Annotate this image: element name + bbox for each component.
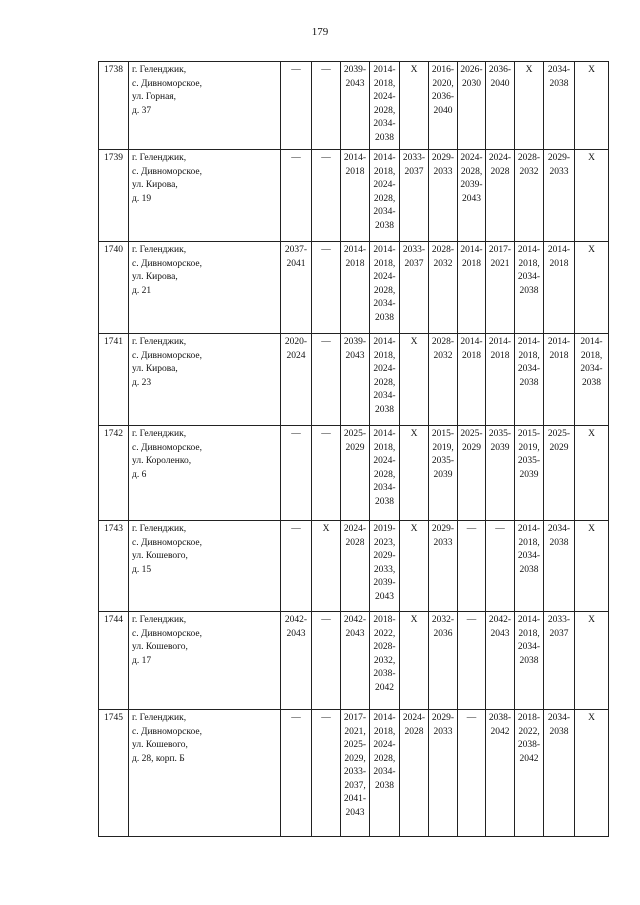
address-cell: г. Геленджик, с. Дивноморское, ул. Короленко, д. 6 [129,426,281,521]
period-cell: 2014- 2018 [544,242,575,334]
period-cell: — [281,426,312,521]
period-cell: 2014- 2018, 2024- 2028, 2034- 2038 [370,426,400,521]
period-cell: — [312,242,341,334]
period-cell: Х [575,612,609,710]
address-cell: г. Геленджик, с. Дивноморское, ул. Кошевого, д. 17 [129,612,281,710]
period-cell: 2036- 2040 [486,62,515,150]
table-row [99,710,609,837]
period-cell: Х [400,521,429,612]
address-cell: г. Геленджик, с. Дивноморское, ул. Горная, д. 37 [129,62,281,150]
period-cell: Х [400,612,429,710]
period-cell: 2028- 2032 [515,150,544,242]
period-cell: 2026- 2030 [458,62,486,150]
period-cell: 2014- 2018, 2034- 2038 [515,521,544,612]
table-row [99,612,609,710]
period-cell: 2017- 2021 [486,242,515,334]
period-cell: 2020- 2024 [281,334,312,426]
period-cell: 2042- 2043 [341,612,370,710]
period-cell: 2024- 2028 [400,710,429,837]
period-cell: 2025- 2029 [544,426,575,521]
period-cell: 2029- 2033 [429,150,458,242]
period-cell: 2014- 2018 [458,334,486,426]
period-cell: Х [575,710,609,837]
registry-table [98,61,609,837]
period-cell: 2014- 2018, 2034- 2038 [575,334,609,426]
address-cell: г. Геленджик, с. Дивноморское, ул. Кошевого, д. 15 [129,521,281,612]
period-cell: 2019- 2023, 2029- 2033, 2039- 2043 [370,521,400,612]
row-number: 1739 [99,150,129,242]
period-cell: 2014- 2018, 2024- 2028, 2034- 2038 [370,710,400,837]
period-cell: 2016- 2020, 2036- 2040 [429,62,458,150]
period-cell: 2042- 2043 [486,612,515,710]
period-cell: — [458,710,486,837]
period-cell: Х [575,150,609,242]
period-cell: 2035- 2039 [486,426,515,521]
row-number: 1738 [99,62,129,150]
period-cell: 2032- 2036 [429,612,458,710]
period-cell: Х [575,521,609,612]
period-cell: 2034- 2038 [544,521,575,612]
period-cell: — [312,150,341,242]
table-row [99,426,609,521]
period-cell: 2014- 2018, 2024- 2028, 2034- 2038 [370,62,400,150]
period-cell: 2014- 2018 [341,150,370,242]
period-cell: — [312,612,341,710]
period-cell: 2029- 2033 [544,150,575,242]
page-number: 179 [311,26,329,38]
period-cell: Х [312,521,341,612]
period-cell: — [486,521,515,612]
period-cell: 2039- 2043 [341,62,370,150]
period-cell: 2033- 2037 [400,242,429,334]
registry-table-body [99,62,609,837]
period-cell: 2024- 2028 [341,521,370,612]
period-cell: 2018- 2022, 2038- 2042 [515,710,544,837]
period-cell: 2014- 2018, 2024- 2028, 2034- 2038 [370,242,400,334]
period-cell: 2014- 2018 [486,334,515,426]
table-row [99,334,609,426]
period-cell: 2024- 2028 [486,150,515,242]
period-cell: 2042- 2043 [281,612,312,710]
address-cell: г. Геленджик, с. Дивноморское, ул. Кирова, д. 21 [129,242,281,334]
period-cell: 2017- 2021, 2025- 2029, 2033- 2037, 2041- 2043 [341,710,370,837]
period-cell: 2014- 2018, 2024- 2028, 2034- 2038 [370,334,400,426]
address-cell: г. Геленджик, с. Дивноморское, ул. Кирова, д. 19 [129,150,281,242]
period-cell: 2014- 2018, 2034- 2038 [515,242,544,334]
period-cell: 2024- 2028, 2039- 2043 [458,150,486,242]
period-cell: 2014- 2018 [458,242,486,334]
row-number: 1744 [99,612,129,710]
period-cell: 2039- 2043 [341,334,370,426]
period-cell: 2015- 2019, 2035- 2039 [429,426,458,521]
period-cell: 2028- 2032 [429,242,458,334]
period-cell: — [458,521,486,612]
row-number: 1741 [99,334,129,426]
period-cell: 2038- 2042 [486,710,515,837]
table-row [99,62,609,150]
period-cell: Х [575,426,609,521]
period-cell: 2029- 2033 [429,710,458,837]
period-cell: — [458,612,486,710]
period-cell: Х [515,62,544,150]
period-cell: 2025- 2029 [458,426,486,521]
address-cell: г. Геленджик, с. Дивноморское, ул. Кирова, д. 23 [129,334,281,426]
period-cell: — [281,521,312,612]
period-cell: 2034- 2038 [544,710,575,837]
period-cell: 2028- 2032 [429,334,458,426]
period-cell: — [312,334,341,426]
period-cell: — [312,62,341,150]
table-row [99,242,609,334]
period-cell: — [312,710,341,837]
period-cell: 2014- 2018 [341,242,370,334]
period-cell: 2014- 2018 [544,334,575,426]
period-cell: Х [575,242,609,334]
period-cell: 2033- 2037 [400,150,429,242]
period-cell: — [281,710,312,837]
table-row [99,521,609,612]
row-number: 1740 [99,242,129,334]
period-cell: Х [400,426,429,521]
period-cell: 2015- 2019, 2035- 2039 [515,426,544,521]
period-cell: — [312,426,341,521]
period-cell: 2014- 2018, 2034- 2038 [515,612,544,710]
row-number: 1743 [99,521,129,612]
period-cell: — [281,150,312,242]
period-cell: 2029- 2033 [429,521,458,612]
period-cell: 2025- 2029 [341,426,370,521]
period-cell: 2014- 2018, 2024- 2028, 2034- 2038 [370,150,400,242]
period-cell: — [281,62,312,150]
period-cell: Х [575,62,609,150]
period-cell: 2034- 2038 [544,62,575,150]
address-cell: г. Геленджик, с. Дивноморское, ул. Кошевого, д. 28, корп. Б [129,710,281,837]
period-cell: 2033- 2037 [544,612,575,710]
period-cell: 2014- 2018, 2034- 2038 [515,334,544,426]
table-row [99,150,609,242]
row-number: 1745 [99,710,129,837]
period-cell: Х [400,62,429,150]
period-cell: Х [400,334,429,426]
row-number: 1742 [99,426,129,521]
period-cell: 2037- 2041 [281,242,312,334]
period-cell: 2018- 2022, 2028- 2032, 2038- 2042 [370,612,400,710]
